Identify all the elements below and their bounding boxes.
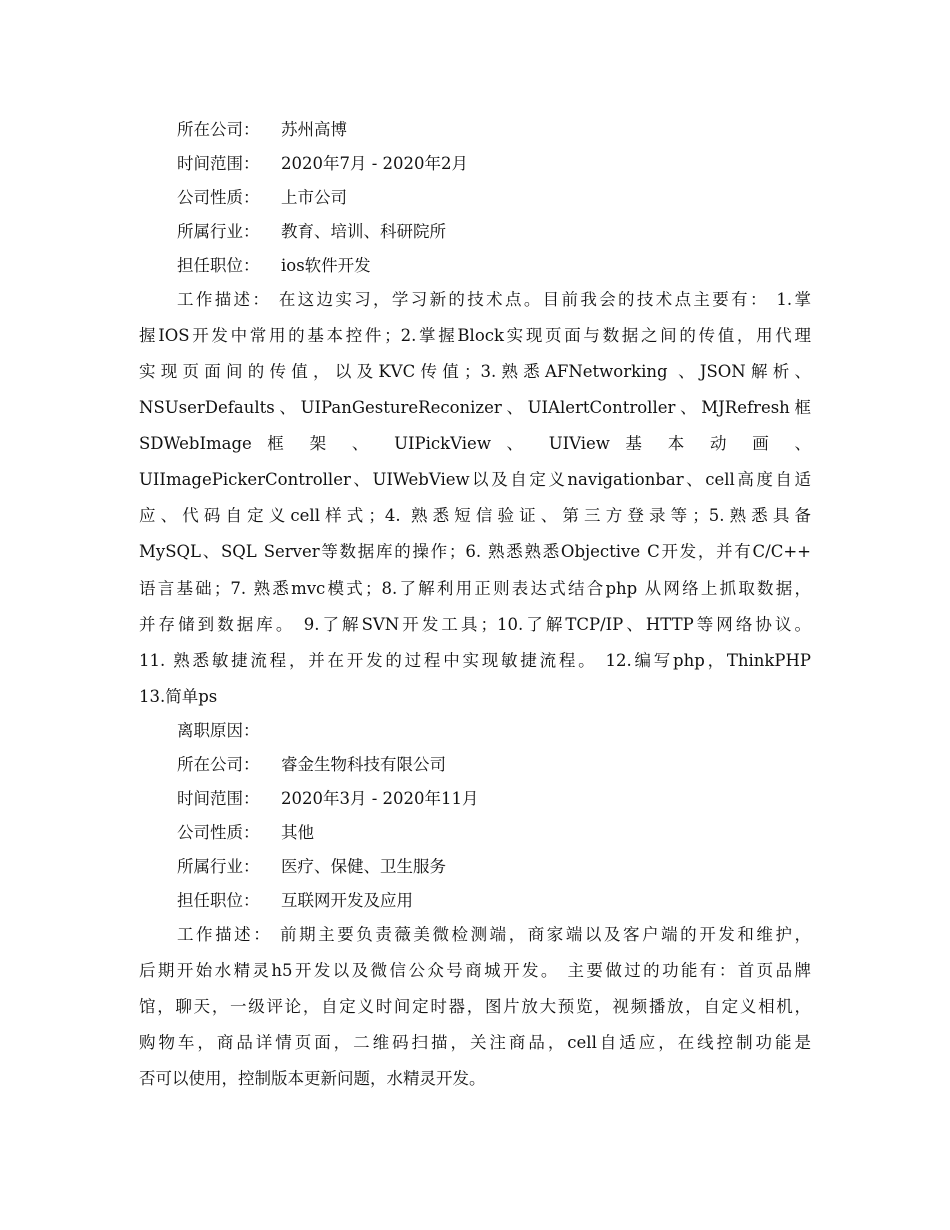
job1-description-line: UIImagePickerController、UIWebView以及自定义navigationbar、cell高度自适 [139,470,811,489]
job1-description-line: 11. 熟悉敏捷流程，并在开发的过程中实现敏捷流程。 12.编写php，ThinkPHP [139,651,811,670]
job1-description-line: MySQL、SQL Server等数据库的操作；6. 熟悉熟悉Objective C开发，并有C/C++ [139,542,811,561]
job2-company [177,753,811,777]
job1-description-line: 语言基础；7. 熟悉mvc模式；8.了解利用正则表达式结合php 从网络上抓取数据， [139,579,811,598]
job2-industry-label: 所属行业： [177,857,260,876]
job2-industry-value: 医疗、保健、卫生服务 [281,857,446,876]
job2-nature-label: 公司性质： [177,823,260,842]
job2-description-line: 购物车，商品详情页面，二维码扫描，关注商品，cell自适应，在线控制功能是 [139,1033,811,1052]
job1-industry-value: 教育、培训、科研院所 [281,222,446,241]
job2-position [177,889,811,913]
job1-position-value: ios软件开发 [281,256,371,275]
job1-period-value: 2020年7月 - 2020年2月 [281,154,469,173]
job1-company [177,118,811,142]
job2-company-label: 所在公司： [177,755,260,774]
job2-nature-value: 其他 [281,823,314,842]
job1-industry [177,220,811,244]
job1-position-label: 担任职位： [177,256,260,275]
job2-industry [177,855,811,879]
job1-description-line: 工作描述： 在这边实习，学习新的技术点。目前我会的技术点主要有： 1.掌 [177,290,811,309]
job1-position [177,254,811,278]
job1-nature-label: 公司性质： [177,188,260,207]
job1-period-label: 时间范围： [177,154,260,173]
job2-company-value: 睿金生物科技有限公司 [281,755,446,774]
job2-nature [177,821,811,845]
job2-position-label: 担任职位： [177,891,260,910]
job1-nature-value: 上市公司 [281,188,347,207]
job1-nature [177,186,811,210]
job1-period [177,152,811,176]
job1-description-line: 并存储到数据库。 9.了解SVN开发工具；10.了解TCP/IP、HTTP等网络协议。 [139,615,811,634]
job1-company-label: 所在公司： [177,120,260,139]
job1-leave-reason-label: 离职原因： [177,721,260,740]
job1-company-value: 苏州高博 [281,120,347,139]
job2-description-line: 否可以使用，控制版本更新问题，水精灵开发。 [139,1069,486,1088]
job2-description-line: 工作描述： 前期主要负责薇美微检测端，商家端以及客户端的开发和维护， [177,925,811,944]
job1-leave-reason [177,719,811,743]
job1-description-line: 实现页面间的传值，以及KVC传值；3.熟悉AFNetworking 、JSON解析、 [139,362,811,381]
job2-position-value: 互联网开发及应用 [281,891,413,910]
job1-description-line: NSUserDefaults、UIPanGestureReconizer、UIAlertController、MJRefresh框 [139,398,811,417]
job1-description-line: 应、代码自定义cell样式；4. 熟悉短信验证、第三方登录等；5.熟悉具备 [139,506,811,525]
job2-description-line: 馆，聊天，一级评论，自定义时间定时器，图片放大预览，视频播放，自定义相机， [139,997,811,1016]
job2-period-label: 时间范围： [177,789,260,808]
job1-industry-label: 所属行业： [177,222,260,241]
job1-description-line: SDWebImage 框 架 、 UIPickView 、 UIView 基 本 动 画 、 [139,434,811,453]
job2-period-value: 2020年3月 - 2020年11月 [281,789,479,808]
job2-description-line: 后期开始水精灵h5开发以及微信公众号商城开发。 主要做过的功能有：首页品牌 [139,961,811,980]
job1-description-line: 握IOS开发中常用的基本控件；2.掌握Block实现页面与数据之间的传值，用代理 [139,326,811,345]
job1-description-line: 13.简单ps [139,687,218,706]
job2-period [177,787,811,811]
